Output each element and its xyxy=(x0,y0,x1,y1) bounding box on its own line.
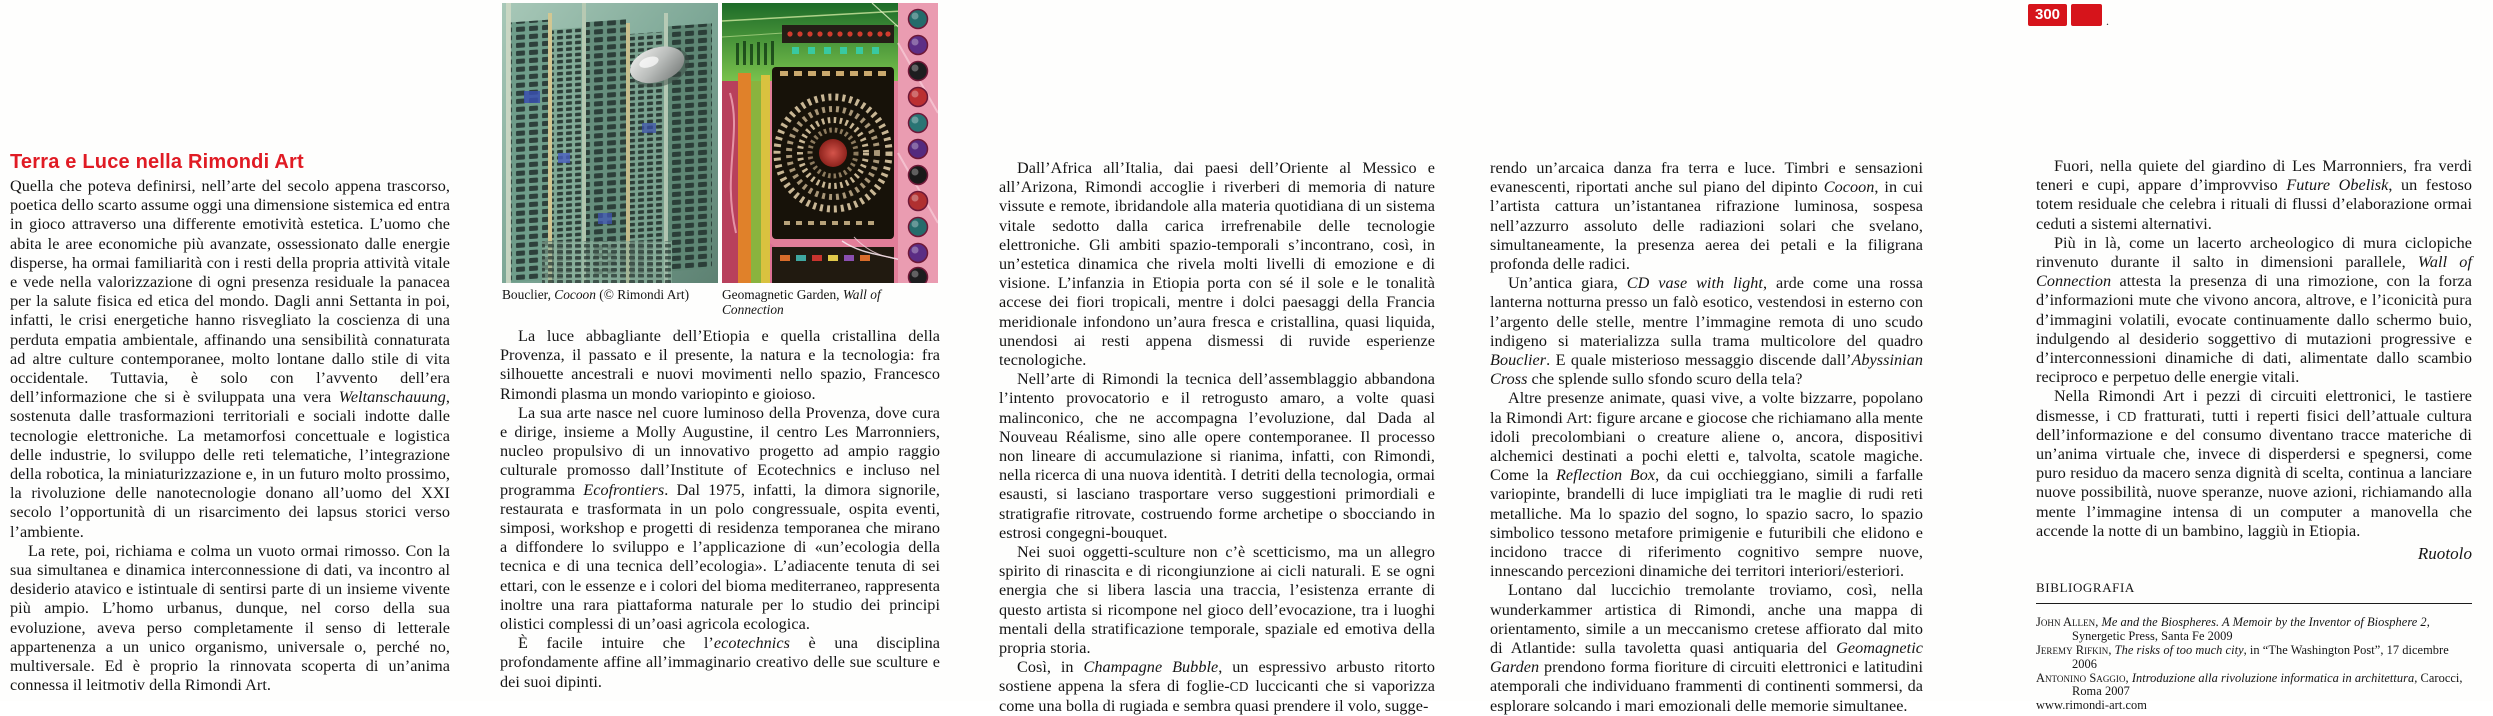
body-paragraph: Nei suoi oggetti-sculture non c’è scetticismo, ma un allegro spirito di rinascita e di ricongiunzione ai cicli naturali. E se ogni energia che si libera lascia una traccia, l’esistenza errante di questo artista si ricompone nel gioco dell’evocazione, tra i luoghi mentali della stratificazione temporale, spaziale ed emotiva della propria storia. xyxy=(999,543,1435,658)
body-paragraph: Fuori, nella quiete del giardino di Les Marronniers, fra verdi teneri e cupi, appare d’improvviso Future Obelisk, un festoso totem residuale che celebra i rituali di flussi d’elaborazione ormai ceduti a sistemi alternativi. xyxy=(2036,157,2472,233)
artwork-image-cocoon xyxy=(502,3,718,283)
bibliography-entry: Antonino Saggio, Introduzione alla rivoluzione informatica in architettura, Carocci, Roma 2007 xyxy=(2036,670,2463,699)
text-column-2 xyxy=(500,327,940,692)
body-paragraph: Dall’Africa all’Italia, dai paesi dell’Oriente al Messico e all’Arizona, Rimondi accoglie i riverberi di memoria di nature vissute e remote, ibridandole alla materia quotidiana di un sistema vitale sedotto dalla carica irrefrenabile delle tecnologie elettroniche. Gli ambiti spazio-temporali s’incontrano, così, in un’estetica dinamica che rivela molti livelli di emozione e di visione. L’infanzia in Etiopia porta con sé il sole e le tonalità accese dei fiori tropicali, mentre i dolci paesaggi della Francia meridionale infondono un’aura fresca e cristallina, quasi liquida, unendosi ai resti appena dismessi di ruvide esperienze tecnologiche. xyxy=(999,159,1435,370)
page-number: 300 xyxy=(2028,4,2067,26)
body-paragraph: La sua arte nasce nel cuore luminoso della Provenza, dove cura e dirige, insieme a Molly Augustine, il centro Les Marronniers, nucleo propulsivo di un innovativo progetto ad ampio raggio culturale promosso dall’Institute of Ecotechnics e incluso nel programma Ecofrontiers. Dal 1975, infatti, la dimora signorile, restaurata e trasformata in un polo congressuale, ospita eventi, simposi, workshop e progetti di residenza temporanea che mirano a diffondere lo sviluppo e l’applicazione di «un’ecologia della tecnica e di una tecnica dell’ecologia». L’adiacente tenuta di sei ettari, con le essenze e i colori del bioma mediterraneo, rappresenta inoltre una rara piattaforma naturale per lo studio dei principi olistici complessi di un’oasi agricola ecologica. xyxy=(500,403,940,634)
text-column-5 xyxy=(2036,157,2472,713)
body-paragraph: Nella Rimondi Art i pezzi di circuiti elettronici, le tastiere dismesse, i CD fratturati, tutti i reperti fisici dell’attuale cultura dell’informazione e del consumo diventano tracce materiche di un’anima virtuale che, invece di disperdersi e spegnersi, come puro residuo da macero senza dignità di scelta, continua a lanciare nuove possibilità, nuove speranze, nuove azioni, richiamando alla mente l’immagine intensa di un computer a manovella che accende la notte di un bambino, laggiù in Etiopia. xyxy=(2036,387,2472,540)
bibliography-heading: BIBLIOGRAFIA xyxy=(2036,578,2472,604)
bibliography-entry: Jeremy Rifkin, The risks of too much city, in “The Washington Post”, 17 dicembre 2006 xyxy=(2036,643,2449,671)
body-paragraph: Un’antica giara, CD vase with light, arde come una rossa lanterna notturna presso un falò esotico, vestendosi in esterno con l’argento delle stelle, mentre l’immagine remota di uno scudo indigeno si materializza sulla trama multicolore del quadro Bouclier. E quale misterioso messaggio discende dall’Abyssinian Cross che splende sullo sfondo scuro della tela? xyxy=(1490,274,1923,389)
article-title: Terra e Luce nella Rimondi Art xyxy=(10,151,304,173)
body-paragraph: Altre presenze animate, quasi vive, a volte bizzarre, popolano la Rimondi Art: figure arcane e giocose che richiamano alla mente idoli precolombiani o creature aliene o, ancora, dispositivi alchemici destinati a pochi eletti e, talvolta, scatole magiche. Come la Reflection Box, da cui occhieggiano, simili a farfalle variopinte, brandelli di luce impigliati tra le maglie di rudi reti metalliche. Ma lo spazio del sogno, lo spazio sacro, lo spazio simbolico tessono metafore primigenie e futuribili che elidono e incidono tracce di riferimento cognitivo sempre nuove, innescando percezioni dinamiche dei territori interiori/esteriori. xyxy=(1490,389,1924,581)
body-paragraph: Così, in Champagne Bubble, un espressivo arbusto ritorto sostiene appena la sfera di foglie-CD luccicanti che si vaporizza come una bolla di rugiada e sembra quasi prendere il volo, sugge- xyxy=(999,658,1436,715)
bibliography-entry: www.rimondi-art.com xyxy=(2036,698,2147,713)
bibliography xyxy=(2036,578,2472,713)
body-paragraph: Quella che poteva definirsi, nell’arte del secolo appena trascorso, poetica dello scarto assume oggi una dimensione sistemica ed entra in gioco attraverso una differente emotività estetica. L’uomo che abita le aree economiche più avanzate, ossessionato dalle energie disperse, ha ormai familiarità con i resti della propria attività vitale e vede nella valorizzazione di ogni presenza residuale la panacea per la salute fisica ed etica del mondo. Dagli anni Settanta in poi, infatti, le crisi energetiche hanno risvegliato la coscienza di una perduta empatia ambientale, affinando una sensibilità connaturata ad altre culture contemporanee, molto lontane dallo stile di vita occidentale. Tuttavia, è solo con l’avvento dell’era dell’informazione che si è sviluppata una vera Weltanschauung, sostenuta dalle trasformazioni territoriali e sociali indotte dalle tecnologie elettroniche. La metamorfosi concettuale e logistica delle industrie, lo sviluppo delle reti telematiche, l’integrazione della robotica, la miniaturizzazione e, in un futuro molto prossimo, la rivoluzione delle nanotecnologie donano all’uomo del XXI secolo l’opportunità di un risarcimento dei lapsus storici verso l’ambiente. xyxy=(10,177,450,541)
bibliography-entries xyxy=(2036,616,2472,713)
badge-dot: . xyxy=(2106,14,2110,28)
page-number-badge xyxy=(2028,4,2109,26)
figure-geomagnetic-garden xyxy=(722,3,938,283)
red-marker xyxy=(2071,4,2102,26)
column-5-body xyxy=(2036,157,2472,541)
text-column-1 xyxy=(10,177,450,695)
text-column-3 xyxy=(999,159,1435,716)
body-paragraph: rendo un’arcaica danza fra terra e luce. Timbri e sensazioni evanescenti, riportati anche sul piano del dipinto Cocoon, in cui l’artista cattura un’istantanea rifrazione luminosa, sospesa nell’azzurro assoluto delle radiazioni solari che svelano, simultaneamente, la presenza aerea dei petali e la filigrana profonda delle radici. xyxy=(1490,159,1923,274)
body-paragraph: Lontano dal luccichio tremolante troviamo, così, nella wunderkammer artistica di Rimondi, anche una mappa di orientamento, simile a un meccanismo cretese affiorato dal mito di Atlantide: sulla tavoletta quasi antiquaria del Geomagnetic Garden prendono forma fioriture di circuiti elettronici e latitudini atemporali che individuano frammenti di continenti sommersi, da esplorare solcando i mari emozionali delle memorie simultanee. xyxy=(1490,581,1923,715)
figure-caption-cocoon: Bouclier, Cocoon (© Rimondi Art) xyxy=(502,287,690,302)
artwork-image-wall-of-connection xyxy=(722,3,938,283)
figure-caption-geomagnetic-garden: Geomagnetic Garden, Wall of Connection xyxy=(722,287,881,317)
body-paragraph: Più in là, come un lacerto archeologico di mura ciclopiche rinvenuto durante il salto in dimensioni parallele, Wall of Connection attesta la presenza di una rimozione, con la forza d’informazioni mute che vivono ancora, altrove, e l’iconicità pura d’immagini volatili, evocate continuamente dallo schermo buio, indulgendo al desiderio soggettivo di mutazioni progressive e d’interconnessioni dinamiche di dati, alimentate dallo scambio reciproco e perpetuo delle energie vitali. xyxy=(2036,233,2473,387)
body-paragraph: È facile intuire che l’ecotechnics è una disciplina profondamente affine all’immaginario creativo delle sue sculture e dei suoi dipinti. xyxy=(500,634,940,691)
text-column-4 xyxy=(1490,159,1923,716)
body-paragraph: La luce abbagliante dell’Etiopia e quella cristallina della Provenza, il passato e il presente, la natura e la tecnologia: fra silhouette ancestrali e nuovi movimenti nello spazio, Francesco Rimondi plasma un mondo variopinto e gioioso. xyxy=(500,327,940,403)
bibliography-entry: John Allen, Me and the Biospheres. A Memoir by the Inventor of Biosphere 2, Synergetic Press, Santa Fe 2009 xyxy=(2036,615,2430,644)
figure-bouclier-cocoon xyxy=(502,3,718,283)
body-paragraph: Nell’arte di Rimondi la tecnica dell’assemblaggio abbandona l’intento provocatorio e il retrogusto amaro, a volte quasi malinconico, che ne accompagna l’evoluzione, dal Dada al Nouveau Réalisme, sino alle opere contemporanee. Il processo non lineare di accumulazione si rianima, infatti, con Rimondi, nella ricerca di una nuova identità. I detriti della tecnologia, ormai esausti, si lasciano trasportare verso suggestioni primordiali e stratigrafie ritrovate, costruendo forme archetipe o sbocciando in estrosi congegni-bouquet. xyxy=(999,370,1435,542)
author-signature: Ruotolo xyxy=(2417,544,2472,564)
body-paragraph: La rete, poi, richiama e colma un vuoto ormai rimosso. Con la sua simultanea e dinamica interconnessione di dati, va incontro al desiderio atavico e istintuale di sentirsi parte di un insieme vivente più ampio. L’homo urbanus, dunque, nel corso della sua evoluzione, aveva perso completamente il senso di letterale appartenenza a un unico organismo, universale o, perché no, multiversale. Ed è proprio la rinnovata scoperta di un’anima connessa il leitmotiv della Rimondi Art. xyxy=(10,541,450,695)
